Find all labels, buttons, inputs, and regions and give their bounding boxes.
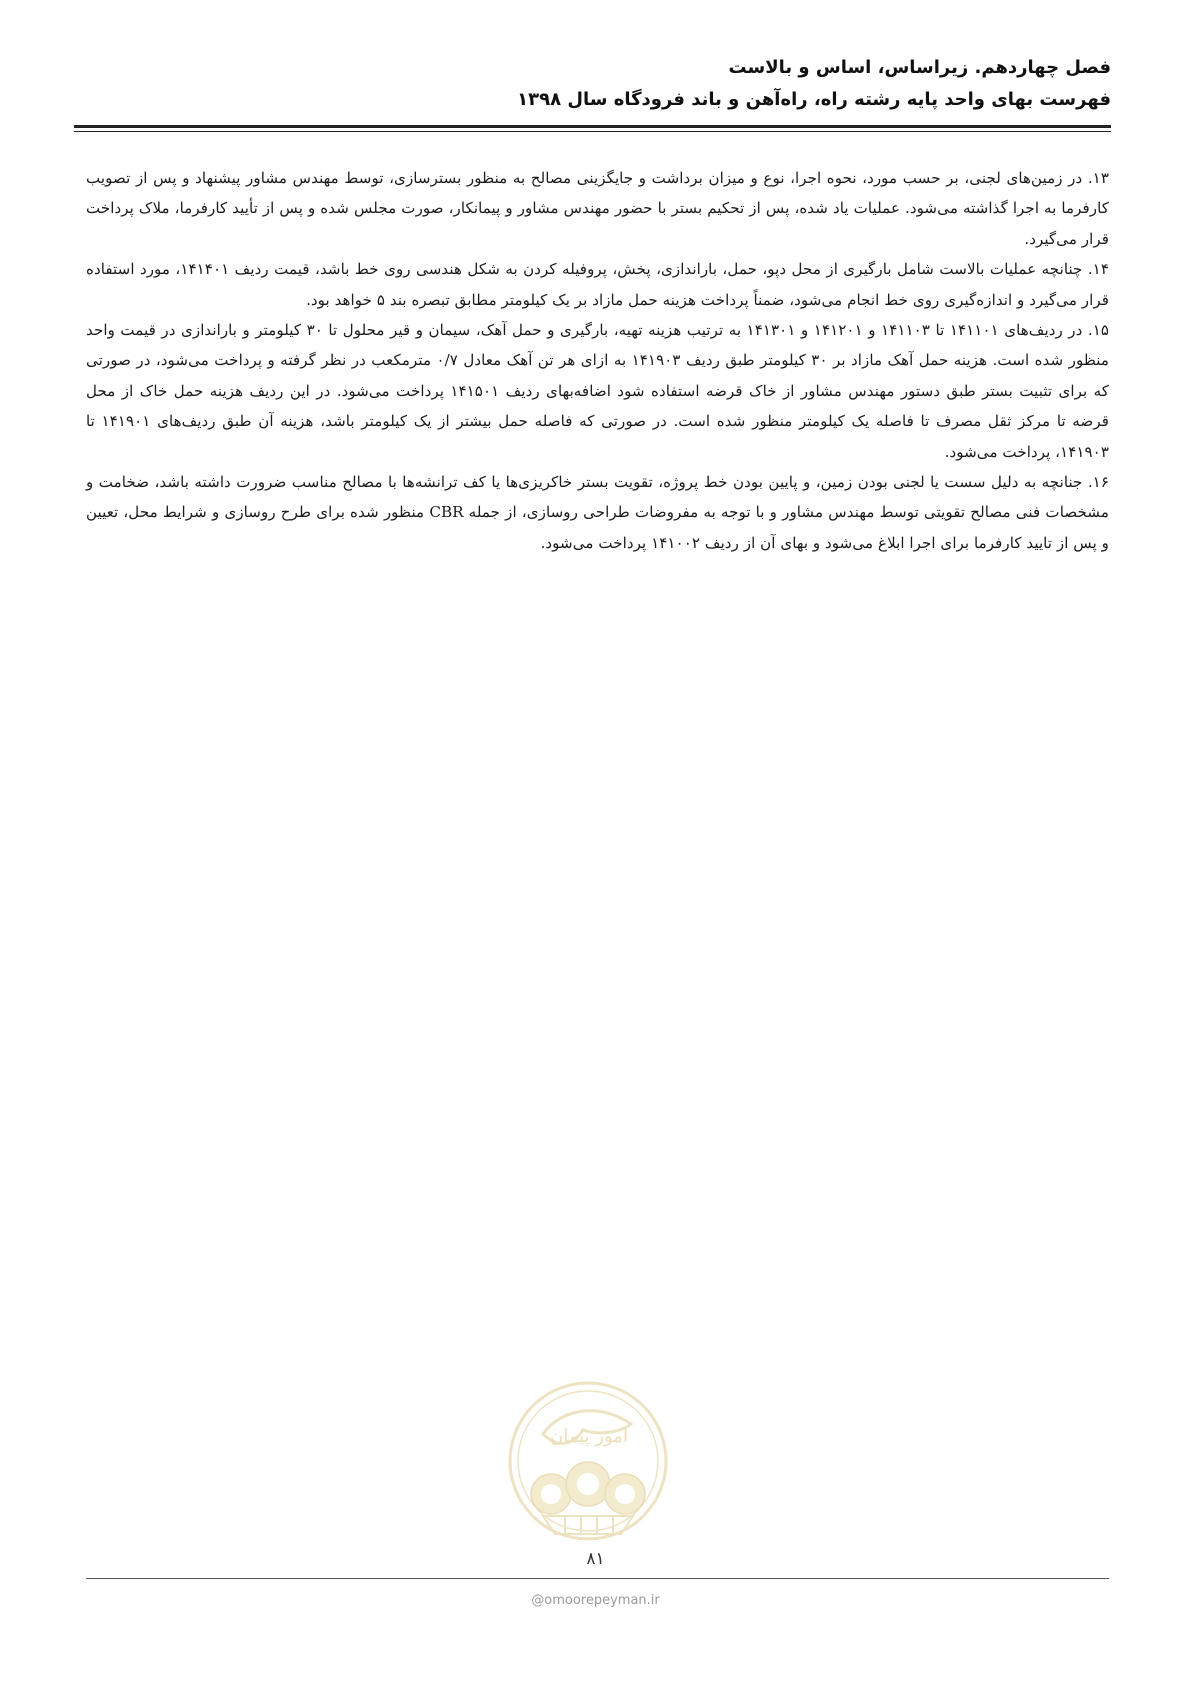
paragraph-13: ۱۳. در زمین‌های لجنی، بر حسب مورد، نحوه اجرا، نوع و میزان برداشت و جایگزینی مصالح به منظور بسترسازی، توسط مهندس مشاور پیشنهاد و پس از تصویب کارفرما به اجرا گذاشته می‌شود. عملیات یاد شده، پس از تحکیم بستر با حضور مهندس مشاور و پیمانکار، صورت مجلس شده و پس از تأیید کارفرما، ملاک پرداخت قرار می‌گیرد. <box>86 169 1109 248</box>
page-number: ۸۱ <box>586 1549 605 1569</box>
footer-rule <box>86 1578 1109 1579</box>
header-rule-thick <box>74 125 1111 128</box>
watermark-logo-text: امور پیمان <box>550 1426 628 1447</box>
header-rule-thin <box>74 131 1111 132</box>
paragraph-15: ۱۵. در ردیف‌های ۱۴۱۱۰۱ تا ۱۴۱۱۰۳ و ۱۴۱۲۰۱ و ۱۴۱۳۰۱ به ترتیب هزینه تهیه، بارگیری و حمل آهک، سیمان و قیر محلول تا ۳۰ کیلومتر و باراندازی در قیمت واحد منظور شده است. هزینه حمل آهک مازاد بر ۳۰ کیلومتر طبق ردیف ۱۴۱۹۰۳ به ازای هر تن آهک معادل ۰/۷ مترمکعب در نظر گرفته و پرداخت می‌شود، در صورتی که برای تثبیت بستر طبق دستور مهندس مشاور از خاک قرضه استفاده شود اضافه‌بهای ردیف ۱۴۱۵۰۱ پرداخت می‌شود. در این ردیف هزینه حمل خاک از محل قرضه تا مرکز ثقل مصرف تا فاصله یک کیلومتر منظور شده است. در صورتی که فاصله حمل بیشتر از یک کیلومتر باشد، هزینه آن طبق ردیف‌های ۱۴۱۹۰۱ تا ۱۴۱۹۰۳، پرداخت می‌شود. <box>86 321 1110 461</box>
page-header <box>128 52 1111 116</box>
paragraph-16: ۱۶. جنانچه به دلیل سست یا لجنی بودن زمین، و پایین بودن خط پروژه، تقویت بستر خاکریزی‌ها یا کف ترانشه‌ها با مصالح مناسب ضرورت داشته باشد، ضخامت و مشخصات فنی مصالح تقویتی توسط مهندس مشاور و با توجه به مفروضات طراحی روسازی، از جمله CBR منظور شده برای طرح روسازی و شرایط محل، تعیین و پس از تایید کارفرما برای اجرا ابلاغ می‌شود و بهای آن از ردیف ۱۴۱۰۰۲ پرداخت می‌شود. <box>86 473 1109 552</box>
gear-logo-icon <box>503 1376 673 1546</box>
footer-website: @omoorepeyman.ir <box>531 1593 660 1608</box>
book-title: فهرست بهای واحد پایه رشته راه، راه‌آهن و باند فرودگاه سال ۱۳۹۸ <box>517 89 1111 110</box>
body-text <box>86 163 1109 558</box>
chapter-title: فصل چهاردهم. زیراساس، اساس و بالاست <box>728 57 1111 78</box>
paragraph-14: ۱۴. چنانچه عملیات بالاست شامل بارگیری از محل دپو، حمل، باراندازی، پخش، پروفیله کردن به شکل هندسی روی خط باشد، قیمت ردیف ۱۴۱۴۰۱، مورد استفاده قرار می‌گیرد و اندازه‌گیری روی خط انجام می‌شود، ضمناً پرداخت هزینه حمل مازاد بر یک کیلومتر مطابق تبصره بند ۵ خواهد بود. <box>86 260 1109 309</box>
watermark-logo <box>503 1376 673 1546</box>
